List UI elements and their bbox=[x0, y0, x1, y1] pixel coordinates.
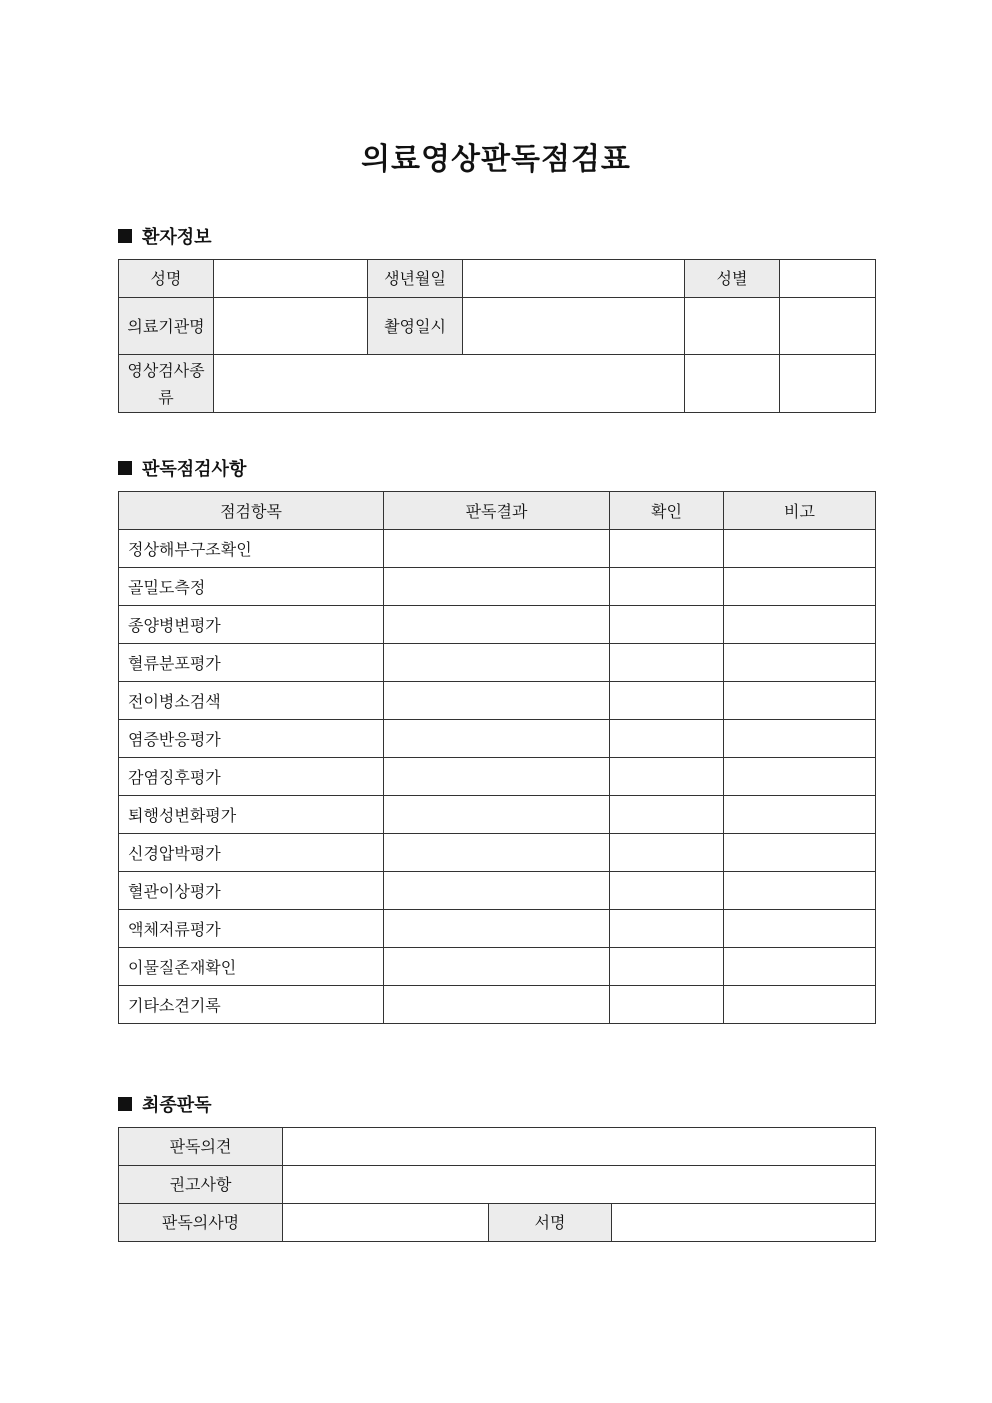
check-item: 액체저류평가 bbox=[119, 910, 384, 948]
result-cell[interactable] bbox=[384, 644, 610, 682]
result-cell[interactable] bbox=[384, 758, 610, 796]
hospital-field[interactable] bbox=[214, 298, 368, 355]
column-header-item: 점검항목 bbox=[119, 492, 384, 530]
note-cell[interactable] bbox=[724, 834, 876, 872]
hospital-label: 의료기관명 bbox=[119, 298, 214, 355]
final-reading-table bbox=[118, 1127, 876, 1242]
column-header-result: 판독결과 bbox=[384, 492, 610, 530]
recommend-field[interactable] bbox=[283, 1166, 876, 1204]
confirm-cell[interactable] bbox=[610, 796, 724, 834]
note-cell[interactable] bbox=[724, 682, 876, 720]
check-item: 종양병변평가 bbox=[119, 606, 384, 644]
section-title: 판독점검사항 bbox=[142, 459, 247, 480]
sign-label: 서명 bbox=[489, 1204, 612, 1242]
result-cell[interactable] bbox=[384, 948, 610, 986]
confirm-cell[interactable] bbox=[610, 834, 724, 872]
result-cell[interactable] bbox=[384, 720, 610, 758]
check-item: 혈류분포평가 bbox=[119, 644, 384, 682]
column-header-check: 확인 bbox=[610, 492, 724, 530]
result-cell[interactable] bbox=[384, 682, 610, 720]
note-cell[interactable] bbox=[724, 606, 876, 644]
table-row bbox=[119, 644, 876, 682]
check-item: 퇴행성변화평가 bbox=[119, 796, 384, 834]
note-cell[interactable] bbox=[724, 910, 876, 948]
result-cell[interactable] bbox=[384, 910, 610, 948]
note-cell[interactable] bbox=[724, 948, 876, 986]
birth-field[interactable] bbox=[463, 260, 685, 298]
column-header-note: 비고 bbox=[724, 492, 876, 530]
note-cell[interactable] bbox=[724, 758, 876, 796]
result-cell[interactable] bbox=[384, 834, 610, 872]
note-cell[interactable] bbox=[724, 530, 876, 568]
date-field[interactable] bbox=[463, 298, 685, 355]
check-item: 감염징후평가 bbox=[119, 758, 384, 796]
exam-field[interactable] bbox=[214, 355, 685, 413]
check-item: 기타소견기록 bbox=[119, 986, 384, 1024]
section-heading-checklist bbox=[118, 455, 246, 481]
name-field[interactable] bbox=[214, 260, 368, 298]
extra-cell[interactable] bbox=[780, 355, 876, 413]
result-cell[interactable] bbox=[384, 872, 610, 910]
sex-label: 성별 bbox=[685, 260, 780, 298]
note-cell[interactable] bbox=[724, 568, 876, 606]
check-item: 이물질존재확인 bbox=[119, 948, 384, 986]
note-cell[interactable] bbox=[724, 796, 876, 834]
confirm-cell[interactable] bbox=[610, 568, 724, 606]
sex-field[interactable] bbox=[780, 260, 876, 298]
table-row bbox=[119, 682, 876, 720]
check-item: 염증반응평가 bbox=[119, 720, 384, 758]
result-cell[interactable] bbox=[384, 796, 610, 834]
square-bullet-icon bbox=[118, 461, 132, 475]
table-row bbox=[119, 872, 876, 910]
checklist-table bbox=[118, 491, 876, 1024]
section-title: 환자정보 bbox=[142, 227, 212, 248]
table-row bbox=[119, 530, 876, 568]
check-item: 정상해부구조확인 bbox=[119, 530, 384, 568]
opinion-label: 판독의견 bbox=[119, 1128, 283, 1166]
section-title: 최종판독 bbox=[142, 1095, 212, 1116]
recommend-label: 권고사항 bbox=[119, 1166, 283, 1204]
table-row bbox=[119, 796, 876, 834]
confirm-cell[interactable] bbox=[610, 644, 724, 682]
result-cell[interactable] bbox=[384, 530, 610, 568]
table-row bbox=[119, 606, 876, 644]
date-label: 촬영일시 bbox=[368, 298, 463, 355]
doctor-field[interactable] bbox=[283, 1204, 489, 1242]
confirm-cell[interactable] bbox=[610, 530, 724, 568]
check-item: 전이병소검색 bbox=[119, 682, 384, 720]
confirm-cell[interactable] bbox=[610, 682, 724, 720]
note-cell[interactable] bbox=[724, 872, 876, 910]
confirm-cell[interactable] bbox=[610, 720, 724, 758]
confirm-cell[interactable] bbox=[610, 758, 724, 796]
table-row bbox=[119, 986, 876, 1024]
extra-cell[interactable] bbox=[685, 298, 780, 355]
table-row bbox=[119, 758, 876, 796]
confirm-cell[interactable] bbox=[610, 910, 724, 948]
table-row bbox=[119, 948, 876, 986]
birth-label: 생년월일 bbox=[368, 260, 463, 298]
result-cell[interactable] bbox=[384, 606, 610, 644]
note-cell[interactable] bbox=[724, 644, 876, 682]
check-item: 신경압박평가 bbox=[119, 834, 384, 872]
table-row bbox=[119, 910, 876, 948]
square-bullet-icon bbox=[118, 1097, 132, 1111]
confirm-cell[interactable] bbox=[610, 948, 724, 986]
confirm-cell[interactable] bbox=[610, 986, 724, 1024]
result-cell[interactable] bbox=[384, 986, 610, 1024]
sign-field[interactable] bbox=[612, 1204, 876, 1242]
table-row bbox=[119, 568, 876, 606]
check-item: 혈관이상평가 bbox=[119, 872, 384, 910]
extra-cell[interactable] bbox=[685, 355, 780, 413]
table-row bbox=[119, 834, 876, 872]
page-title: 의료영상판독점검표 bbox=[361, 142, 631, 177]
extra-cell[interactable] bbox=[780, 298, 876, 355]
doctor-label: 판독의사명 bbox=[119, 1204, 283, 1242]
name-label: 성명 bbox=[119, 260, 214, 298]
exam-label: 영상검사종류 bbox=[119, 355, 214, 413]
section-heading-patient bbox=[118, 223, 212, 249]
section-heading-final bbox=[118, 1091, 212, 1117]
confirm-cell[interactable] bbox=[610, 606, 724, 644]
note-cell[interactable] bbox=[724, 986, 876, 1024]
opinion-field[interactable] bbox=[283, 1128, 876, 1166]
confirm-cell[interactable] bbox=[610, 872, 724, 910]
check-item: 골밀도측정 bbox=[119, 568, 384, 606]
square-bullet-icon bbox=[118, 229, 132, 243]
note-cell[interactable] bbox=[724, 720, 876, 758]
patient-info-table bbox=[118, 259, 876, 413]
result-cell[interactable] bbox=[384, 568, 610, 606]
table-row bbox=[119, 720, 876, 758]
